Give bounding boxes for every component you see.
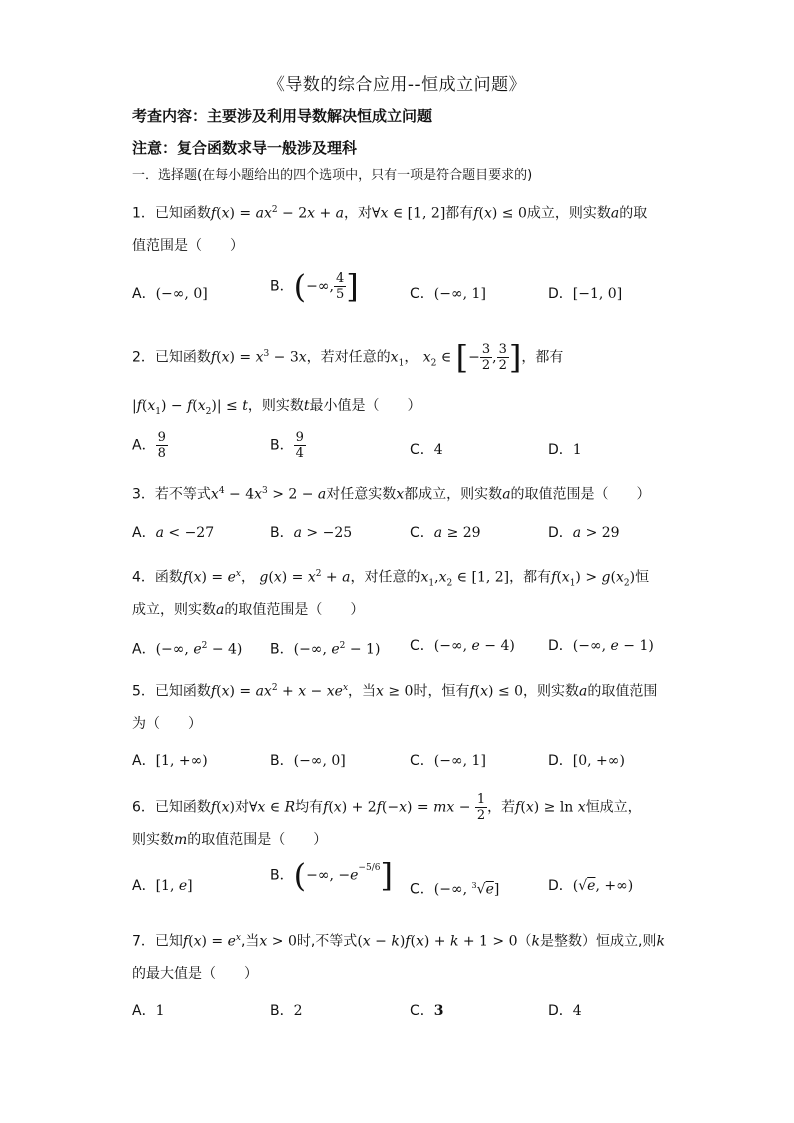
q5-option-a: A．[1, +∞) (132, 753, 208, 769)
question-6-line-2: 则实数m的取值范围是（ ） (132, 832, 328, 848)
note-line: 注意：复合函数求导一般涉及理科 (132, 139, 358, 157)
q4-option-a: A．(−∞, $e^2 - 4$) (132, 641, 243, 658)
q2-option-b: B． $\frac{9}{4}$ (270, 430, 304, 461)
question-5-line-1: 5．已知函数$f(x) = ax^2 + x - xe^x$，当x ≥ 0时，恒有f(x) ≤ 0，则实数a的取值范围 (132, 683, 658, 700)
topic-line: 考查内容：主要涉及利用导数解决恒成立问题 (132, 107, 433, 125)
question-1-number: 1． (132, 205, 155, 222)
q5-option-c: C．(−∞, 1] (410, 753, 486, 769)
question-3-line-1: 3．若不等式$x^4 - 4x^3 > 2 - a$对任意实数x都成立，则实数a的取值范围是（ ） (132, 486, 651, 503)
q7-option-a: A．1 (132, 1003, 165, 1019)
q3-option-b: B．a > −25 (270, 525, 353, 541)
math-expr: f (210, 205, 217, 222)
q6-option-c: C．(−∞, $^3$√e] (410, 881, 500, 898)
q7-option-c: C．3 (410, 1003, 444, 1019)
question-1-line-1: 1．已知函数$f(x) = ax^2 - 2x + a$，对∀x ∈ [1, 2]都有f(x) ≤ 0成立，则实数a的取 (132, 205, 648, 222)
question-2-line-2: $|f(x_1) - f(x_2)| \le t$，则实数t最小值是（ ） (132, 398, 422, 417)
q7-option-d: D．4 (548, 1003, 582, 1019)
question-1-line-2: 值范围是（ ） (132, 238, 244, 254)
q3-option-d: D．a > 29 (548, 525, 620, 541)
q2-option-d: D．1 (548, 442, 582, 458)
question-7-line-1: 7．已知$f(x) = e^x$,当x > 0时,不等式(x − k)f(x) + k + 1 > 0（k是整数）恒成立,则k (132, 933, 665, 950)
page-title: 《导数的综合应用--恒成立问题》 (267, 75, 527, 95)
question-4-line-2: 成立，则实数a的取值范围是（ ） (132, 602, 365, 618)
q4-option-d: D．(−∞, e − 1) (548, 638, 654, 654)
q2-option-a: A． $\frac{9}{8}$ (132, 430, 166, 461)
q3-option-a: A．a < −27 (132, 525, 215, 541)
question-7-line-2: 的最大值是（ ） (132, 966, 258, 982)
q6-option-b: B．(−∞, $-e^{-5/6}$] (270, 856, 393, 895)
q1-option-d: D．[−1, 0] (548, 286, 623, 302)
q4-option-b: B．(−∞, $e^2 - 1$) (270, 641, 381, 658)
q6-option-a: A．[1, e] (132, 878, 193, 894)
question-4-line-1: 4．函数$f(x) = e^x$， $g(x) = x^2 + a$，对任意的$x_1,x_2$ ∈ [1, 2]，都有$f(x_1) > g(x_2)$恒 (132, 569, 650, 589)
q1-option-c: C．(−∞, 1] (410, 286, 486, 302)
q3-option-c: C．a ≥ 29 (410, 525, 481, 541)
q2-option-c: C．4 (410, 442, 443, 458)
question-5-line-2: 为（ ） (132, 716, 202, 732)
question-6-line-1: 6．已知函数f(x)对∀x ∈ R均有f(x) + 2f(−x) = mx − $\frac{1}{2}$ ，若f(x) ≥ ln x恒成立， (132, 792, 642, 823)
section-heading: 一．选择题(在每小题给出的四个选项中，只有一项是符合题目要求的) (132, 168, 533, 183)
q7-option-b: B．2 (270, 1003, 303, 1019)
q6-option-d: D．(√e, +∞) (548, 878, 634, 894)
q4-option-c: C．(−∞, e − 4) (410, 638, 515, 654)
q5-option-d: D．[0, +∞) (548, 753, 625, 769)
question-2-line-1: 2．已知函数$f(x) = x^3 - 3x$，若对任意的$x_1$， $x_2$ ∈ [− $\frac{3}{2}$ , $\frac{3}{2}$ ]，都有 (132, 338, 564, 377)
q5-option-b: B．(−∞, 0] (270, 753, 346, 769)
q1-option-b: B．(−∞, $\frac{4}{5}$ ] (270, 267, 359, 306)
q1-option-a: A．(−∞, 0] (132, 286, 208, 302)
